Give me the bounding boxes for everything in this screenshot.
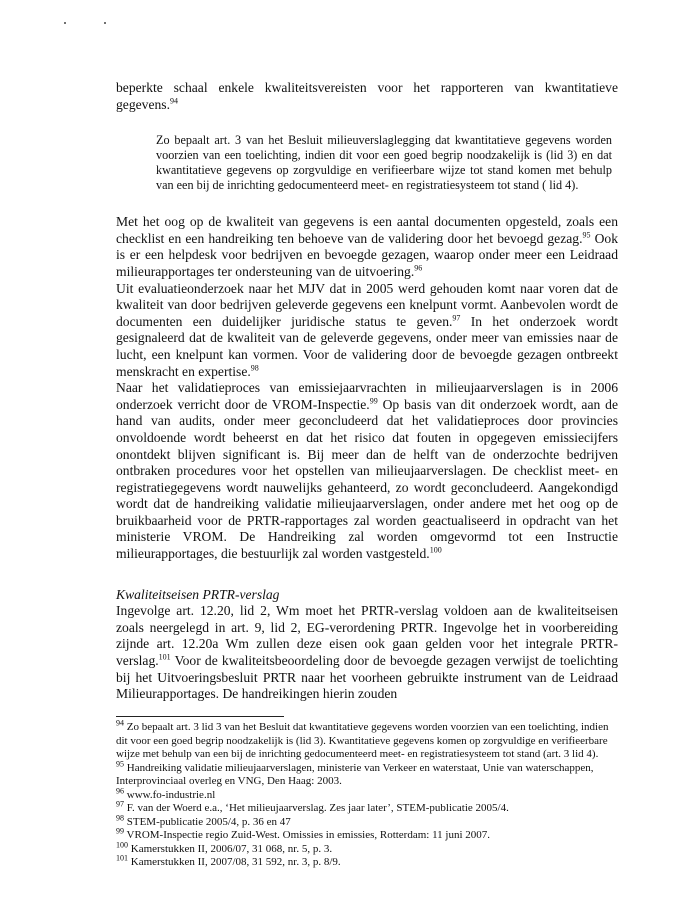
footnote: $^{94}$ Zo bepaalt art. 3 lid 3 van het Besluit dat kwantitatieve gegevens worden voorzien van een toelichting, indien dit voor een goed begrip noodzakelijk is (lid 3). Kwantitatieve gegevens komen op zorgvuldige en verifieerbare wijze met behulp van een bij de inrichting gedocumenteerd meet- en registratiesysteem tot stand (art. 3 lid 4). bbox=[116, 718, 609, 760]
block-quote: Zo bepaalt art. 3 van het Besluit milieuverslaglegging dat kwantitatieve gegevens worden voorzien van een toelichting, indien dit voor een goed begrip noodzakelijk is (lid 3) en dat kwantitatieve gegevens op zorgvuldige en verifieerbare wijze tot stand komen met behulp van een bij de inrichting gedocumenteerd meet- en registratiesysteem tot stand ( lid 4). bbox=[156, 133, 612, 193]
footnote-ref: 100 bbox=[429, 545, 442, 555]
paragraph: Met het oog op de kwaliteit van gegevens is een aantal documenten opgesteld, zoals een checklist en een handreiking ten behoeve van de validering door het bevoegd gezag.$^{95}$ Ook is er een helpdesk voor bedrijven en bevoegde gezagen, waarop onder meer een Leidraad milieurapportages ter ondersteuning van de uitvoering.$^{96}$ bbox=[116, 214, 618, 279]
footnote: $^{96}$ www.fo-industrie.nl bbox=[116, 785, 216, 801]
footnote: $^{100}$ Kamerstukken II, 2006/07, 31 068, nr. 5, p. 3. bbox=[116, 839, 333, 855]
paragraph: Uit evaluatieonderzoek naar het MJV dat in 2005 werd gehouden komt naar voren dat de kwaliteit van door bedrijven geleverde gegevens een knelpunt vormt. Aanbevolen wordt de documenten een duidelijker juridische status te geven.$^{97}$ In het onderzoek wordt gesignaleerd dat de kwaliteit van de geleverde gegevens, onder meer van emissies naar de lucht, een knelpunt kan vormen. Voor de validering door de bevoegde gezagen ontbreekt menskracht en expertise.$^{98}$ bbox=[116, 280, 618, 379]
footnote: $^{101}$ Kamerstukken II, 2007/08, 31 592, nr. 3, p. 8/9. bbox=[116, 853, 341, 868]
scan-mark bbox=[64, 22, 66, 24]
footnote-separator bbox=[116, 716, 284, 717]
footnote-ref: 96 bbox=[414, 263, 423, 273]
paragraph: Ingevolge art. 12.20, lid 2, Wm moet het PRTR-verslag voldoen aan de kwaliteitseisen zoals neergelegd in art. 9, lid 2, EG-verordening PRTR. Ingevolge het in voorbereiding zijnde art. 12.20a Wm zullen deze eisen ook gaan gelden voor het integrale PRTR-verslag.$^{101}$ Voor de kwaliteitsbeoordeling door de bevoegde gezagen verwijst de toelichting bij het Uitvoeringsbesluit PRTR naar het voorheen gebruikte instrument van de Leidraad Milieurapportages. De handreikingen hierin zouden bbox=[116, 603, 618, 702]
footnotes bbox=[116, 718, 618, 870]
footnote: $^{97}$ F. van der Woerd e.a., ‘Het milieujaarverslag. Zes jaar later’, STEM-publicatie 2005/4. bbox=[116, 799, 509, 814]
section-heading: Kwaliteitseisen PRTR-verslag bbox=[116, 586, 280, 602]
footnote: $^{98}$ STEM-publicatie 2005/4, p. 36 en 47 bbox=[116, 812, 291, 828]
footnote-ref: 97 bbox=[452, 313, 461, 323]
footnote-ref: 101 bbox=[158, 652, 171, 662]
footnote-ref: 94 bbox=[169, 96, 178, 106]
footnote: $^{99}$ VROM-Inspectie regio Zuid-West. Omissies in emissies, Rotterdam: 11 juni 2007. bbox=[116, 826, 491, 841]
page-body bbox=[116, 80, 618, 703]
footnote-ref: 99 bbox=[369, 396, 378, 406]
paragraph: Naar het validatieproces van emissiejaarvrachten in milieujaarverslagen is in 2006 onderzoek verricht door de VROM-Inspectie.$^{99}$ Op basis van dit onderzoek wordt, aan de hand van audits, onder meer geconcludeerd dat het validatieproces door provincies onvoldoende wordt beheerst en dat het risico dat fouten in opgegeven emissiecijfers onontdekt blijven significant is. Bij meer dan de helft van de onderzochte bedrijven ontbraken procedures voor het opstellen van milieujaarverslagen. De checklist meet- en registratiegegevens wordt nauwelijks gehanteerd, zo wordt geconcludeerd. Aangekondigd wordt dat de handreiking validatie milieujaarverslagen, onder andere met het oog op de bruikbaarheid voor de PRTR-rapportages zal worden geactualiseerd in opdracht van het ministerie VROM. De Handreiking zal worden omgevormd tot een Instructie milieurapportages, die bestuurlijk zal worden vastgesteld.$^{100}$ bbox=[116, 380, 618, 562]
scan-mark bbox=[104, 22, 106, 24]
footnote: $^{95}$ Handreiking validatie milieujaarverslagen, ministerie van Verkeer en waterstaat, Unie van waterschappen, Interprovinciaal overleg en VNG, Den Haag: 2003. bbox=[116, 758, 594, 787]
footnote-ref: 98 bbox=[250, 363, 259, 372]
intro-paragraph: beperkte schaal enkele kwaliteitsvereisten voor het rapporteren van kwantitatieve gegevens.$^{94}$ bbox=[116, 80, 618, 112]
footnote-ref: 95 bbox=[582, 230, 591, 240]
